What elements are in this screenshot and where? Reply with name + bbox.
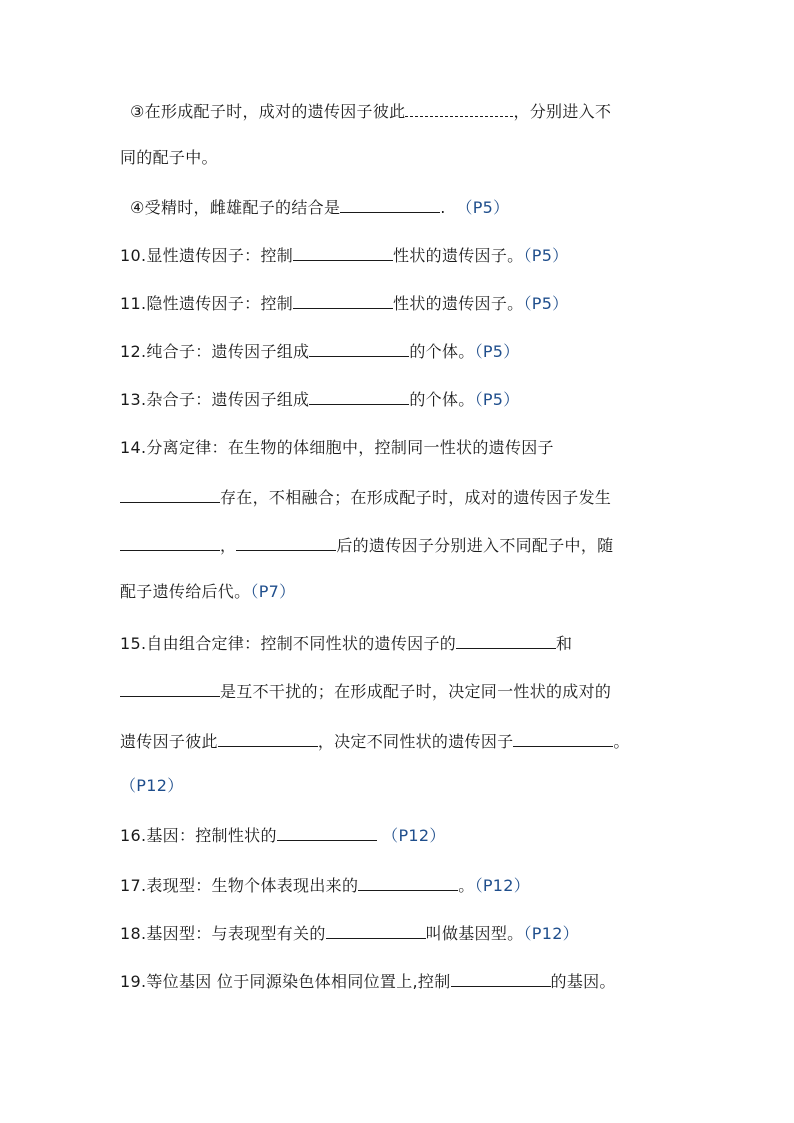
item-text: 和 [556, 634, 573, 653]
item-text: 12.纯合子：遗传因子组成 [120, 342, 310, 361]
item-text: 11.隐性遗传因子：控制 [120, 294, 294, 313]
fill-blank[interactable] [120, 680, 220, 697]
item-text: 。 [613, 732, 630, 751]
item-text: ③在形成配子时，成对的遗传因子彼此 [130, 102, 406, 121]
item-text: 的基因。 [550, 972, 616, 991]
page-reference: （P7） [250, 582, 296, 601]
item-text: 性状的遗传因子。 [393, 246, 524, 265]
item-text: 14.分离定律：在生物的体细胞中，控制同一性状的遗传因子 [120, 438, 554, 457]
item-14-line-3 [120, 534, 613, 556]
item-text: 15.自由组合定律：控制不同性状的遗传因子的 [120, 634, 457, 653]
item-text: . [440, 198, 446, 217]
fill-blank[interactable] [358, 874, 458, 891]
item-15-line-2 [120, 680, 611, 702]
fill-blank[interactable] [293, 292, 393, 309]
item-text: 。 [458, 876, 475, 895]
page-reference: （P5） [474, 390, 520, 409]
item-3-line [130, 100, 611, 122]
item-text: 同的配子中。 [120, 148, 218, 167]
fill-blank[interactable] [236, 534, 336, 551]
item-15-line [120, 632, 572, 654]
item-text: 16.基因：控制性状的 [120, 826, 277, 845]
item-3-continuation [120, 148, 218, 168]
page-reference: （P5） [474, 342, 520, 361]
page-reference: （P5） [456, 198, 510, 217]
page-reference: （P12） [120, 776, 184, 795]
item-text: 性状的遗传因子。 [393, 294, 524, 313]
fill-blank[interactable] [451, 970, 551, 987]
fill-blank[interactable] [120, 534, 220, 551]
item-11-line [120, 292, 568, 314]
item-text: 遗传因子彼此 [120, 732, 218, 751]
item-12-line [120, 340, 520, 362]
page-reference: （P12） [474, 876, 531, 895]
item-text: 后的遗传因子分别进入不同配子中，随 [336, 536, 614, 555]
item-text: 的个体。 [409, 390, 475, 409]
fill-blank[interactable] [340, 196, 440, 213]
fill-blank[interactable] [326, 922, 426, 939]
item-text: 是互不干扰的；在形成配子时，决定同一性状的成对的 [220, 682, 612, 701]
fill-blank[interactable] [456, 632, 556, 649]
item-text: 10.显性遗传因子：控制 [120, 246, 294, 265]
item-14-line-2 [120, 486, 611, 508]
page-reference: （P5） [523, 246, 569, 265]
fill-blank[interactable] [293, 244, 393, 261]
item-text: ， [220, 536, 237, 555]
item-text: 叫做基因型。 [425, 924, 524, 943]
item-text: 13.杂合子：遗传因子组成 [120, 390, 310, 409]
item-text: ，分别进入不 [513, 102, 612, 121]
fill-blank[interactable] [277, 824, 377, 841]
fill-blank[interactable] [120, 486, 220, 503]
item-18-line [120, 922, 579, 944]
page-reference: （P12） [523, 924, 579, 943]
item-text: 的个体。 [409, 342, 475, 361]
item-text: 18.基因型：与表现型有关的 [120, 924, 326, 943]
fill-blank[interactable] [309, 340, 409, 357]
item-15-line-4 [120, 776, 184, 796]
fill-blank[interactable] [309, 388, 409, 405]
item-16-line [120, 824, 446, 846]
item-10-line [120, 244, 568, 266]
item-17-line [120, 874, 530, 896]
item-19-line [120, 970, 616, 992]
item-14-line [120, 438, 554, 458]
item-text: 19.等位基因 位于同源染色体相同位置上,控制 [120, 972, 451, 991]
page-reference: （P5） [523, 294, 569, 313]
fill-blank[interactable] [218, 730, 318, 747]
item-15-line-3 [120, 730, 630, 752]
fill-blank[interactable] [513, 730, 613, 747]
item-text: 17.表现型：生物个体表现出来的 [120, 876, 359, 895]
item-text: ④受精时，雌雄配子的结合是 [130, 198, 341, 217]
fill-blank[interactable] [405, 100, 513, 117]
item-text: ，决定不同性状的遗传因子 [317, 732, 514, 751]
item-4-line [130, 196, 509, 218]
item-text: 存在，不相融合；在形成配子时，成对的遗传因子发生 [220, 488, 612, 507]
item-text: 配子遗传给后代。 [120, 582, 251, 601]
item-13-line [120, 388, 520, 410]
item-14-line-4 [120, 582, 295, 602]
page-reference: （P12） [382, 826, 446, 845]
